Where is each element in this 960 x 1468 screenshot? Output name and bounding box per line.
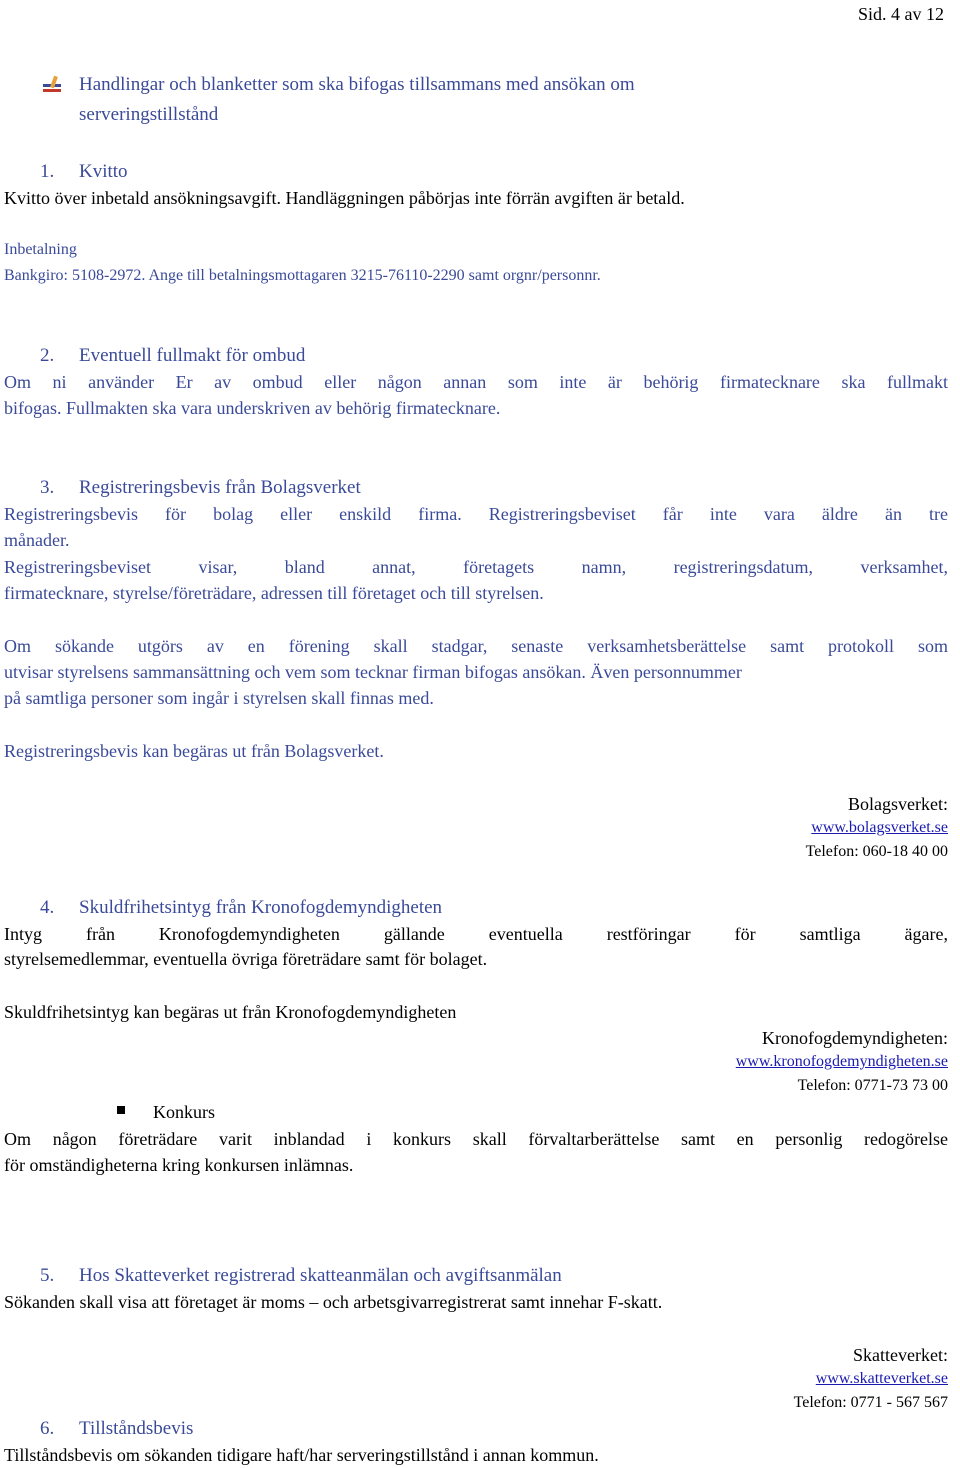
section-1-number: 1.	[40, 161, 55, 182]
section-4-p3-line2: för omständigheterna kring konkursen inlämnas.	[4, 1155, 354, 1175]
section-3-p3-line3: på samtliga personer som ingår i styrelsen skall finnas med.	[4, 688, 434, 708]
section-1-text: Kvitto över inbetald ansökningsavgift. Handläggningen påbörjas inte förrän avgiften är betald.	[4, 188, 685, 208]
kronofogden-phone: Telefon: 0771-73 73 00	[797, 1077, 948, 1094]
kronofogden-contact-name: Kronofogdemyndigheten:	[762, 1028, 948, 1048]
section-5-number: 5.	[40, 1265, 55, 1286]
section-3-number: 3.	[40, 477, 55, 498]
section-5-text: Sökanden skall visa att företaget är moms – och arbetsgivarregistrerat samt innehar F-skatt.	[4, 1292, 663, 1312]
pencil-list-icon	[40, 74, 64, 98]
section-6-text: Tillståndsbevis om sökanden tidigare haft/har serveringstillstånd i annan kommun.	[4, 1445, 599, 1465]
section-1-payment: Bankgiro: 5108-2972. Ange till betalningsmottagaren 3215-76110-2290 samt orgnr/personnr.	[4, 267, 601, 284]
section-4-number: 4.	[40, 897, 55, 918]
section-4-p2: Skuldfrihetsintyg kan begäras ut från Kronofogdemyndigheten	[4, 1002, 457, 1022]
section-2-line2: bifogas. Fullmakten ska vara underskriven av behörig firmatecknare.	[4, 398, 501, 418]
konkurs-label: Konkurs	[153, 1102, 215, 1122]
section-4-heading: Skuldfrihetsintyg från Kronofogdemyndigheten	[79, 897, 443, 918]
section-1-heading: Kvitto	[79, 161, 128, 182]
section-3-p3-line2: utvisar styrelsens sammansättning och vem som tecknar firman bifogas ansökan. Även personnummer	[4, 662, 742, 682]
bolagsverket-link[interactable]: www.bolagsverket.se	[811, 819, 948, 836]
section-3-heading: Registreringsbevis från Bolagsverket	[79, 477, 361, 498]
section-4-p3-line1: Om någon företrädare varit inblandad i konkurs skall förvaltarberättelse samt en personlig redogörelse	[4, 1129, 948, 1149]
section-6-heading: Tillståndsbevis	[79, 1418, 194, 1439]
section-4-p1-line2: styrelsemedlemmar, eventuella övriga företrädare samt för bolaget.	[4, 949, 488, 969]
section-3-p4: Registreringsbevis kan begäras ut från Bolagsverket.	[4, 741, 384, 761]
bolagsverket-contact-name: Bolagsverket:	[848, 794, 948, 814]
section-3-p2-line1: Registreringsbeviset visar, bland annat, företagets namn, registreringsdatum, verksamhet,	[4, 557, 948, 577]
section-3-p1-line1: Registreringsbevis för bolag eller enskild firma. Registreringsbeviset får inte vara äldre än tre	[4, 504, 948, 524]
skatteverket-contact-name: Skatteverket:	[853, 1345, 948, 1365]
section-3-p2-line2: firmatecknare, styrelse/företrädare, adressen till företaget och till styrelsen.	[4, 583, 544, 603]
section-2-line1: Om ni använder Er av ombud eller någon annan som inte är behörig firmatecknare ska fullmakt	[4, 372, 948, 392]
section-4-p1-line1: Intyg från Kronofogdemyndigheten gällande eventuella restföringar för samtliga ägare,	[4, 924, 948, 944]
section-5-heading: Hos Skatteverket registrerad skatteanmälan och avgiftsanmälan	[79, 1265, 562, 1286]
skatteverket-phone: Telefon: 0771 - 567 567	[793, 1394, 948, 1411]
section-6-number: 6.	[40, 1418, 55, 1439]
section-3-p1-line2: månader.	[4, 530, 70, 550]
section-1-subheading: Inbetalning	[4, 241, 77, 258]
document-title-line1: Handlingar och blanketter som ska bifogas tillsammans med ansökan om	[79, 74, 635, 95]
kronofogden-link[interactable]: www.kronofogdemyndigheten.se	[735, 1053, 948, 1070]
section-3-p3-line1: Om sökande utgörs av en förening skall stadgar, senaste verksamhetsberättelse samt protokoll som	[4, 636, 948, 656]
page-number: Sid. 4 av 12	[858, 4, 945, 24]
section-2-number: 2.	[40, 345, 55, 366]
square-bullet-icon	[117, 1106, 125, 1114]
skatteverket-link[interactable]: www.skatteverket.se	[815, 1370, 948, 1387]
document-title-line2: serveringstillstånd	[79, 104, 219, 125]
bolagsverket-phone: Telefon: 060-18 40 00	[805, 843, 948, 860]
section-2-heading: Eventuell fullmakt för ombud	[79, 345, 306, 366]
